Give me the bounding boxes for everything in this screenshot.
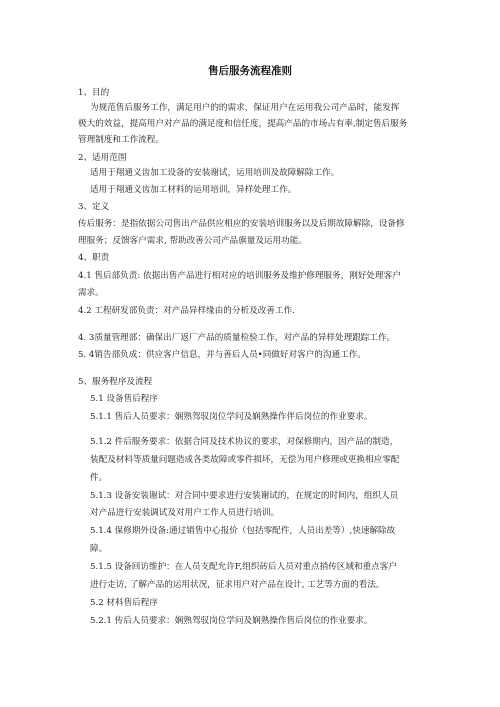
subsection-heading: 5.2 材料售后程序: [90, 598, 158, 608]
subsection-heading: 5.1 设备售后程序: [90, 394, 158, 404]
page-title: 售后服务流程准则: [208, 65, 292, 77]
paragraph-line: 极大的效益，提高用户对产品的满足度和信任度，提高产品的市场占有率,制定售后服务: [78, 119, 408, 129]
paragraph-line: 为规范售后服务工作，满足用户的的需求，保证用户在运用我公司产品时，能发挥: [90, 103, 400, 113]
section-heading: 5、服务程序及流程: [78, 377, 153, 387]
paragraph-line: 适用于翔通义齿加工设备的安装谢试，运用培训及故障解除工作。: [90, 168, 340, 178]
paragraph-line: 对产品进行安装调试及对用户工作人员进行培训。: [90, 508, 280, 518]
paragraph-line: 管理制度和工作流程。: [78, 135, 164, 145]
paragraph-line: 障。: [90, 544, 108, 554]
paragraph-line: 5.1.1 售后人员要求：娴熟驾驭岗位学问及娴熟操作伴后岗位的作业要求。: [90, 412, 373, 422]
paragraph-line: 进行走访, 了解产品的运用状况，征求用户对产品在设计, 工艺等方面的看法。: [90, 580, 385, 590]
paragraph-line: 需求。: [78, 288, 104, 298]
paragraph-line: 装配及材料等质量问题造成各类故障或零件损坏，无偿为用户修理或更换相应零配: [90, 455, 400, 465]
paragraph-line: 5.1.3 设备安装谢试：对合同中要求进行安装谢试的，在规定的时间内，组织人员: [90, 491, 399, 501]
paragraph-line: 件。: [90, 473, 108, 483]
section-heading: 1、目的: [78, 88, 110, 98]
section-heading: 4、职责: [78, 253, 110, 263]
paragraph-line: 5.1.5 设备回访维护：在人员支配允许F,组织砖后人员对重点捎传区域和重点客户: [90, 562, 397, 572]
paragraph-line: 理服务；反馈客户需求, 帮助改善公司产品旗量及运用功能。: [78, 236, 307, 246]
paragraph-line: 传后服务：是指依据公司售出产品供应相应的安装培训服务以及后期故障解除，设备修: [78, 219, 405, 229]
section-heading: 3、定义: [78, 202, 110, 212]
paragraph-line: 4. 3质量管理部：确保出厂返厂产品的质量检验工作，对产品的异样处理跟踪工作。: [78, 333, 396, 343]
paragraph-line: 5.1.2 件后服务要求：依据合同及技术协议的要求，对保修期内，因产品的制造，: [90, 437, 399, 447]
section-heading: 2、适用范围: [78, 153, 127, 163]
paragraph-line: 4.1 售后部负责: 依据出售产品进行相对应的培训服务及维护修理服务，刚好处理客户: [78, 271, 401, 281]
paragraph-line: 5.2.1 传后人员要求：娴熟驾驭岗位学问及娴熟操作售后岗位的作业要求。: [90, 616, 373, 626]
paragraph-line: 5.1.4 保修期外设备:通过销售中心报价（包括零配件，人员出差等）,快速解除故: [90, 526, 396, 536]
paragraph-line: 4.2 工程研发部负责：对产品异样缘由的分析及改善工作.: [78, 306, 295, 316]
paragraph-line: 5. 4销告部负成：供应客户信息，并与善后人员•同做好对客户的沟通工作。: [78, 350, 366, 360]
paragraph-line: 适用于翔通义齿加工材料的运用培训，异样处理工作。: [90, 185, 297, 195]
